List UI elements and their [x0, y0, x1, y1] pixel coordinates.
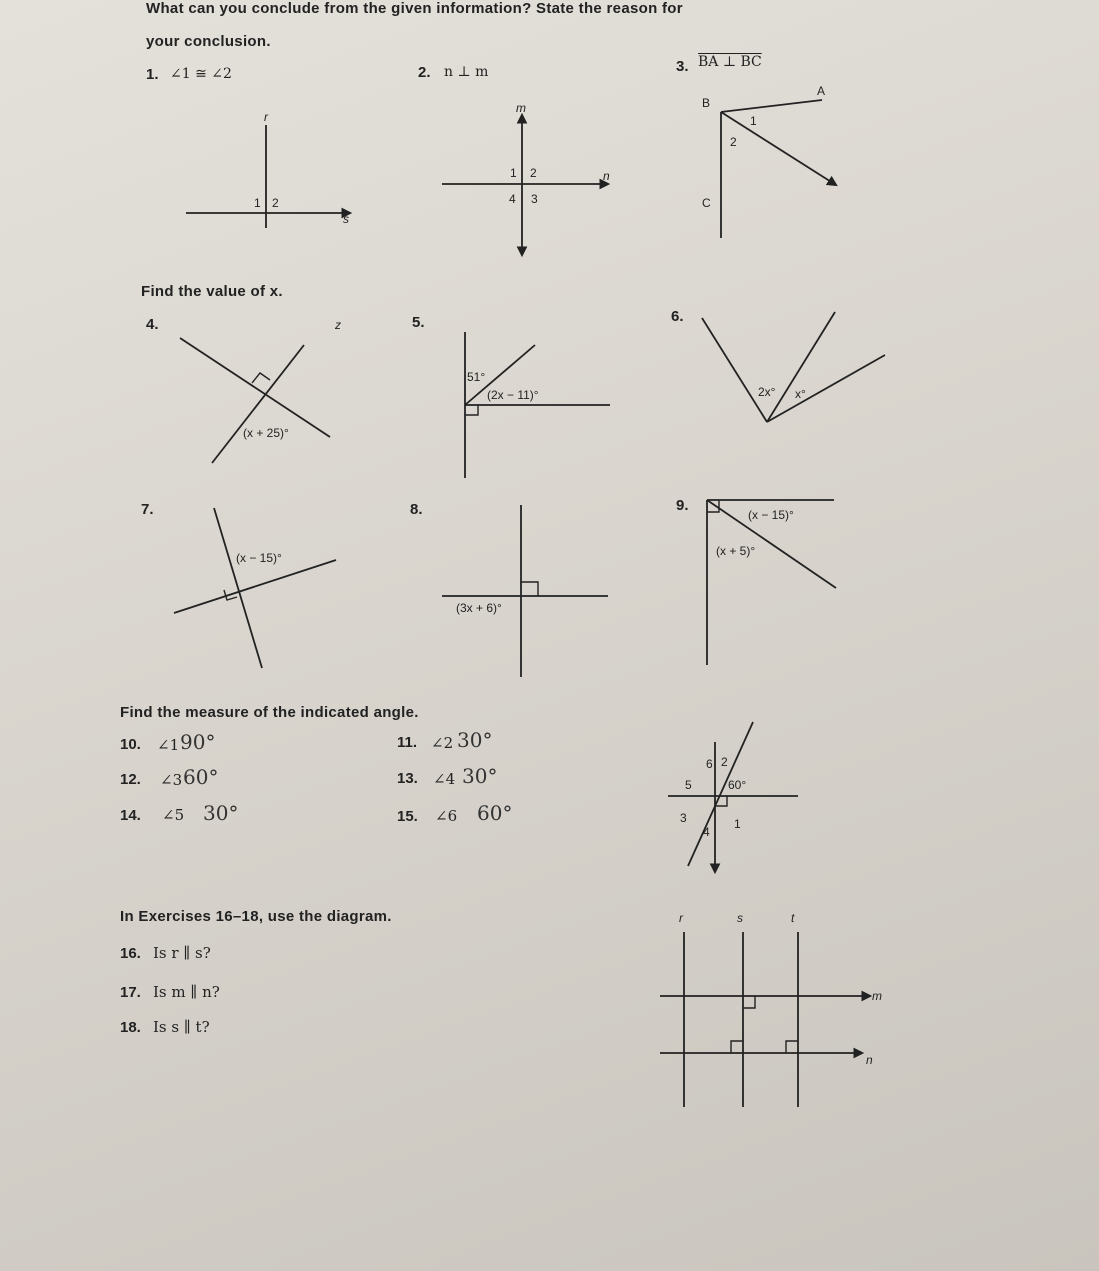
problem-1-number: 1.: [146, 66, 159, 83]
fig3-diagonal-ray: [721, 112, 836, 185]
problem-7-number: 7.: [141, 501, 154, 518]
fig7-line-a: [214, 508, 262, 668]
fig5-label-expr: (2x − 11)°: [487, 388, 539, 402]
fig4-label-z: z: [335, 318, 341, 332]
fig10-label-60: 60°: [728, 778, 747, 792]
problem-4-number: 4.: [146, 316, 159, 333]
problem-17-number: 17.: [120, 984, 141, 1001]
problem-15-answer[interactable]: 60°: [477, 801, 513, 825]
problem-14-answer[interactable]: 30°: [203, 801, 239, 825]
instructions-line-2: your conclusion.: [146, 33, 271, 50]
figure-9-diagram: [707, 500, 836, 665]
fig3-label-1: 1: [750, 114, 757, 128]
fig11-label-n: n: [866, 1053, 873, 1067]
fig10-label-1: 1: [734, 817, 741, 831]
fig6-ray-left: [702, 318, 767, 422]
fig4-line-a: [212, 345, 304, 463]
figure-6-diagram: [702, 312, 885, 422]
fig1-label-2: 2: [272, 196, 279, 210]
problem-10-answer[interactable]: 90°: [180, 730, 216, 754]
problem-12-angle: ∠3: [160, 771, 183, 789]
problem-13-angle: ∠4: [433, 770, 456, 788]
fig11-right-angle-mark-tn: [786, 1041, 798, 1053]
figure-1-diagram: [186, 125, 350, 228]
fig6-label-2x: 2x°: [758, 385, 776, 399]
fig2-label-m: m: [516, 101, 526, 115]
figure-11-diagram: [660, 932, 870, 1107]
problem-3-text: BA ⊥ BC: [698, 54, 762, 70]
fig11-label-s: s: [737, 911, 743, 925]
fig5-right-angle-mark: [465, 405, 478, 415]
figure-5-diagram: [465, 332, 610, 478]
fig4-line-b: [180, 338, 330, 437]
fig2-label-n: n: [603, 169, 610, 183]
fig2-label-4: 4: [509, 192, 516, 206]
problem-14-number: 14.: [120, 807, 141, 824]
fig9-label-top: (x − 15)°: [748, 508, 794, 522]
fig11-label-t: t: [791, 911, 795, 925]
problem-9-number: 9.: [676, 497, 689, 514]
problem-13-answer[interactable]: 30°: [462, 764, 498, 788]
fig11-right-angle-mark-sn: [731, 1041, 743, 1053]
fig11-right-angle-mark-sm: [743, 996, 755, 1008]
instructions-line-1: What can you conclude from the given information? State the reason for: [146, 0, 683, 17]
fig10-label-2: 2: [721, 755, 728, 769]
figure-3-diagram: [721, 100, 836, 238]
fig8-right-angle-mark: [521, 582, 538, 596]
problem-15-number: 15.: [397, 808, 418, 825]
problem-8-number: 8.: [410, 501, 423, 518]
fig3-label-C: C: [702, 196, 711, 210]
fig10-label-4: 4: [703, 825, 710, 839]
figure-8-diagram: [442, 505, 608, 677]
fig10-label-3: 3: [680, 811, 687, 825]
problem-2-number: 2.: [418, 64, 431, 81]
instructions-find-measure: Find the measure of the indicated angle.: [120, 704, 419, 721]
problem-16-text: Is r ∥ s?: [153, 944, 211, 962]
fig11-label-m: m: [872, 989, 882, 1003]
fig3-label-B: B: [702, 96, 711, 110]
fig4-label-expr: (x + 25)°: [243, 426, 289, 440]
problem-18-text: Is s ∥ t?: [153, 1018, 210, 1036]
problem-18-number: 18.: [120, 1019, 141, 1036]
problem-12-number: 12.: [120, 771, 141, 788]
fig10-diagonal-line: [688, 722, 753, 866]
problem-2-text: n ⊥ m: [444, 64, 489, 80]
problem-3-number: 3.: [676, 58, 689, 75]
figure-4-diagram: [180, 338, 330, 463]
fig3-label-A: A: [817, 84, 826, 98]
instructions-exercises-16-18: In Exercises 16–18, use the diagram.: [120, 908, 392, 925]
fig1-label-s: s: [343, 212, 349, 226]
figure-10-diagram: [668, 722, 798, 872]
fig11-label-r: r: [679, 911, 683, 925]
problem-5-number: 5.: [412, 314, 425, 331]
problem-17-text: Is m ∥ n?: [153, 983, 220, 1001]
problem-14-angle: ∠5: [162, 806, 185, 824]
problem-10-angle: ∠1: [157, 736, 180, 754]
fig6-ray-right: [767, 355, 885, 422]
fig2-label-1: 1: [510, 166, 517, 180]
fig6-ray-middle: [767, 312, 835, 422]
problem-10-number: 10.: [120, 736, 141, 753]
fig9-label-bottom: (x + 5)°: [716, 544, 756, 558]
fig10-label-6: 6: [706, 757, 713, 771]
problem-13-number: 13.: [397, 770, 418, 787]
figure-2-diagram: [442, 115, 608, 255]
instructions-find-x: Find the value of x.: [141, 283, 283, 300]
fig6-label-x: x°: [795, 387, 806, 401]
fig2-label-3: 3: [531, 192, 538, 206]
fig7-label-expr: (x − 15)°: [236, 551, 282, 565]
problem-11-angle: ∠2: [431, 734, 454, 752]
figure-7-diagram: [174, 508, 336, 668]
fig7-line-b: [174, 560, 336, 613]
fig3-ray-ba: [721, 100, 822, 112]
fig8-hidden-ray: [475, 520, 521, 596]
problem-11-number: 11.: [397, 734, 418, 751]
fig8-label-expr: (3x + 6)°: [456, 601, 502, 615]
fig10-label-5: 5: [685, 778, 692, 792]
problem-15-angle: ∠6: [435, 807, 458, 825]
problem-6-number: 6.: [671, 308, 684, 325]
problem-12-answer[interactable]: 60°: [183, 765, 219, 789]
fig2-label-2: 2: [530, 166, 537, 180]
problem-11-answer[interactable]: 30°: [457, 728, 493, 752]
fig5-label-51: 51°: [467, 370, 486, 384]
fig4-right-angle-mark: [252, 373, 270, 383]
problem-1-text: ∠1 ≅ ∠2: [170, 66, 232, 82]
fig1-label-r: r: [264, 110, 268, 124]
fig1-label-1: 1: [254, 196, 261, 210]
problem-16-number: 16.: [120, 945, 141, 962]
fig3-label-2: 2: [730, 135, 737, 149]
